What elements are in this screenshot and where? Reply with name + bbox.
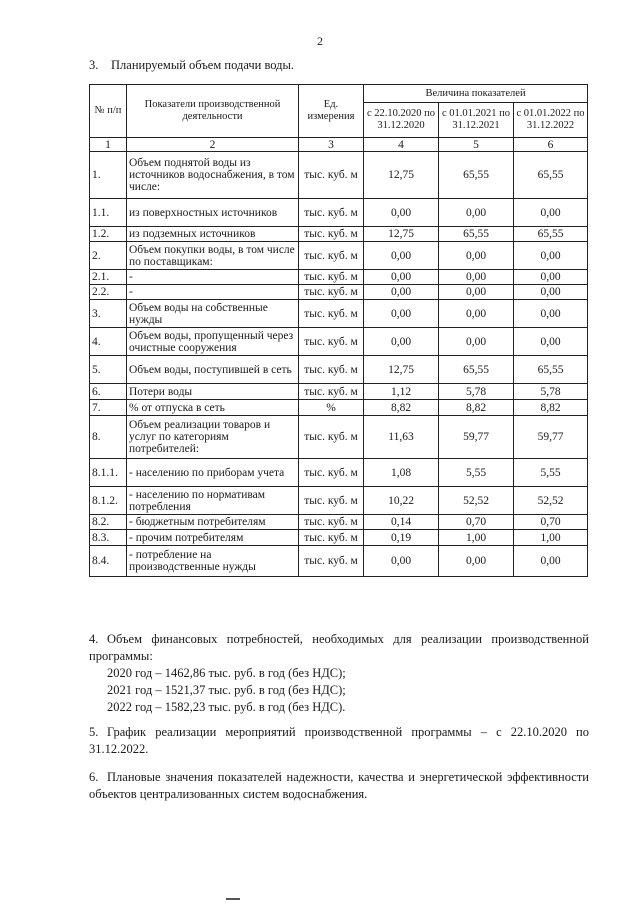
- table-row: [90, 227, 588, 242]
- row-value-2021: 0,00: [439, 328, 514, 356]
- column-number: 2: [127, 138, 299, 152]
- row-value-2021: 0,00: [439, 300, 514, 328]
- column-number: 5: [439, 138, 514, 152]
- row-value-2020: 1,12: [364, 384, 439, 400]
- row-value-2020: 0,00: [364, 285, 439, 300]
- table-row: [90, 384, 588, 400]
- row-unit: тыс. куб. м: [299, 356, 364, 384]
- funding-2021: 2021 год – 1521,37 тыс. руб. в год (без НДС);: [107, 683, 346, 697]
- row-value-2021: 0,00: [439, 270, 514, 285]
- row-value-2022: 5,78: [514, 384, 588, 400]
- row-value-2021: 5,55: [439, 459, 514, 487]
- header-period-3: с 01.01.2022 по 31.12.2022: [514, 103, 588, 138]
- row-value-2021: 5,78: [439, 384, 514, 400]
- row-value-2021: 0,70: [439, 515, 514, 530]
- section-6-number: 6.: [89, 770, 99, 784]
- row-number: 2.: [90, 242, 127, 270]
- row-indicator: - населению по нормативам потребления: [127, 487, 299, 515]
- table-row: [90, 487, 588, 515]
- row-value-2020: 12,75: [364, 227, 439, 242]
- row-value-2020: 0,00: [364, 270, 439, 285]
- row-number: 1.: [90, 152, 127, 199]
- section-6: [89, 769, 589, 803]
- header-period-1: с 22.10.2020 по 31.12.2020: [364, 103, 439, 138]
- row-value-2022: 8,82: [514, 400, 588, 416]
- row-unit: тыс. куб. м: [299, 515, 364, 530]
- section-3-heading: [89, 58, 294, 73]
- table-row: [90, 199, 588, 227]
- column-number: 4: [364, 138, 439, 152]
- row-number: 8.3.: [90, 530, 127, 546]
- table-row: [90, 285, 588, 300]
- table-row: [90, 270, 588, 285]
- row-number: 6.: [90, 384, 127, 400]
- row-value-2022: 0,00: [514, 546, 588, 577]
- row-value-2021: 8,82: [439, 400, 514, 416]
- row-number: 7.: [90, 400, 127, 416]
- row-value-2021: 65,55: [439, 227, 514, 242]
- row-value-2020: 0,00: [364, 300, 439, 328]
- section-4-number: 4.: [89, 632, 99, 646]
- row-unit: тыс. куб. м: [299, 242, 364, 270]
- row-value-2021: 65,55: [439, 356, 514, 384]
- row-indicator: Объем воды, пропущенный через очистные сооружения: [127, 328, 299, 356]
- row-value-2022: 1,00: [514, 530, 588, 546]
- section-5-number: 5.: [89, 725, 99, 739]
- row-value-2022: 0,00: [514, 270, 588, 285]
- row-number: 8.: [90, 416, 127, 459]
- row-value-2021: 1,00: [439, 530, 514, 546]
- row-value-2020: 0,00: [364, 199, 439, 227]
- table-row: [90, 328, 588, 356]
- table-row: [90, 400, 588, 416]
- row-indicator: Объем воды, поступившей в сеть: [127, 356, 299, 384]
- table-row: [90, 356, 588, 384]
- row-indicator: - потребление на производственные нужды: [127, 546, 299, 577]
- column-number: 3: [299, 138, 364, 152]
- table-row: [90, 152, 588, 199]
- row-value-2021: 0,00: [439, 242, 514, 270]
- row-value-2020: 0,14: [364, 515, 439, 530]
- table-row: [90, 546, 588, 577]
- row-value-2021: 0,00: [439, 285, 514, 300]
- row-value-2022: 65,55: [514, 356, 588, 384]
- row-value-2020: 11,63: [364, 416, 439, 459]
- header-indicator: Показатели производственной деятельности: [127, 85, 299, 138]
- row-unit: тыс. куб. м: [299, 270, 364, 285]
- row-indicator: Объем поднятой воды из источников водоснабжения, в том числе:: [127, 152, 299, 199]
- row-value-2022: 59,77: [514, 416, 588, 459]
- row-value-2022: 0,00: [514, 242, 588, 270]
- row-number: 5.: [90, 356, 127, 384]
- row-unit: тыс. куб. м: [299, 199, 364, 227]
- row-unit: тыс. куб. м: [299, 300, 364, 328]
- column-number: 6: [514, 138, 588, 152]
- section-5: [89, 724, 589, 758]
- row-indicator: - населению по приборам учета: [127, 459, 299, 487]
- funding-2020: 2020 год – 1462,86 тыс. руб. в год (без НДС);: [107, 666, 346, 680]
- row-number: 8.4.: [90, 546, 127, 577]
- row-indicator: из подземных источников: [127, 227, 299, 242]
- row-value-2020: 1,08: [364, 459, 439, 487]
- row-value-2021: 52,52: [439, 487, 514, 515]
- section-3-number: 3.: [89, 58, 99, 72]
- row-unit: %: [299, 400, 364, 416]
- header-values-group: Величина показателей: [364, 85, 588, 103]
- row-value-2022: 52,52: [514, 487, 588, 515]
- row-value-2022: 0,00: [514, 300, 588, 328]
- table-row: [90, 515, 588, 530]
- row-value-2022: 0,00: [514, 328, 588, 356]
- section-5-text: График реализации мероприятий производственной программы – с 22.10.2020 по 31.12.2022.: [89, 725, 589, 756]
- table-row: [90, 242, 588, 270]
- row-unit: тыс. куб. м: [299, 487, 364, 515]
- row-value-2022: 5,55: [514, 459, 588, 487]
- row-unit: тыс. куб. м: [299, 285, 364, 300]
- row-value-2020: 0,00: [364, 328, 439, 356]
- row-number: 2.1.: [90, 270, 127, 285]
- row-value-2022: 65,55: [514, 227, 588, 242]
- row-value-2021: 0,00: [439, 199, 514, 227]
- section-4: [89, 631, 589, 716]
- header-num: № п/п: [90, 85, 127, 138]
- row-indicator: Объем покупки воды, в том числе по поставщикам:: [127, 242, 299, 270]
- row-indicator: -: [127, 270, 299, 285]
- row-number: 8.1.1.: [90, 459, 127, 487]
- row-indicator: Объем реализации товаров и услуг по категориям потребителей:: [127, 416, 299, 459]
- row-value-2020: 0,00: [364, 546, 439, 577]
- row-value-2022: 0,00: [514, 285, 588, 300]
- row-indicator: - прочим потребителям: [127, 530, 299, 546]
- row-indicator: - бюджетным потребителям: [127, 515, 299, 530]
- header-period-2: с 01.01.2021 по 31.12.2021: [439, 103, 514, 138]
- row-unit: тыс. куб. м: [299, 546, 364, 577]
- row-unit: тыс. куб. м: [299, 416, 364, 459]
- row-unit: тыс. куб. м: [299, 328, 364, 356]
- row-number: 1.2.: [90, 227, 127, 242]
- row-number: 8.1.2.: [90, 487, 127, 515]
- row-number: 1.1.: [90, 199, 127, 227]
- row-indicator: Потери воды: [127, 384, 299, 400]
- funding-2022: 2022 год – 1582,23 тыс. руб. в год (без НДС).: [107, 700, 346, 714]
- row-value-2020: 12,75: [364, 356, 439, 384]
- row-unit: тыс. куб. м: [299, 459, 364, 487]
- row-indicator: % от отпуска в сеть: [127, 400, 299, 416]
- row-value-2020: 12,75: [364, 152, 439, 199]
- row-unit: тыс. куб. м: [299, 530, 364, 546]
- row-number: 4.: [90, 328, 127, 356]
- row-value-2020: 0,19: [364, 530, 439, 546]
- row-value-2020: 8,82: [364, 400, 439, 416]
- table-row: [90, 416, 588, 459]
- row-indicator: Объем воды на собственные нужды: [127, 300, 299, 328]
- row-unit: тыс. куб. м: [299, 152, 364, 199]
- row-value-2021: 59,77: [439, 416, 514, 459]
- page-number: 2: [317, 34, 323, 48]
- row-number: 3.: [90, 300, 127, 328]
- section-4-text: Объем финансовых потребностей, необходимых для реализации производственной программы:: [89, 632, 589, 663]
- water-supply-table: [89, 84, 588, 577]
- row-number: 8.2.: [90, 515, 127, 530]
- section-6-text: Плановые значения показателей надежности, качества и энергетической эффективности объектов централизованных систем водоснабжения.: [89, 770, 589, 801]
- header-unit: Ед. измерения: [299, 85, 364, 138]
- row-unit: тыс. куб. м: [299, 384, 364, 400]
- table-row: [90, 300, 588, 328]
- row-number: 2.2.: [90, 285, 127, 300]
- page-footer-mark: [226, 898, 240, 900]
- row-value-2021: 65,55: [439, 152, 514, 199]
- row-value-2022: 0,70: [514, 515, 588, 530]
- section-3-title: Планируемый объем подачи воды.: [111, 58, 295, 72]
- row-indicator: -: [127, 285, 299, 300]
- table-row: [90, 530, 588, 546]
- row-indicator: из поверхностных источников: [127, 199, 299, 227]
- column-number: 1: [90, 138, 127, 152]
- row-value-2020: 0,00: [364, 242, 439, 270]
- table-row: [90, 459, 588, 487]
- row-value-2020: 10,22: [364, 487, 439, 515]
- row-unit: тыс. куб. м: [299, 227, 364, 242]
- row-value-2021: 0,00: [439, 546, 514, 577]
- row-value-2022: 0,00: [514, 199, 588, 227]
- row-value-2022: 65,55: [514, 152, 588, 199]
